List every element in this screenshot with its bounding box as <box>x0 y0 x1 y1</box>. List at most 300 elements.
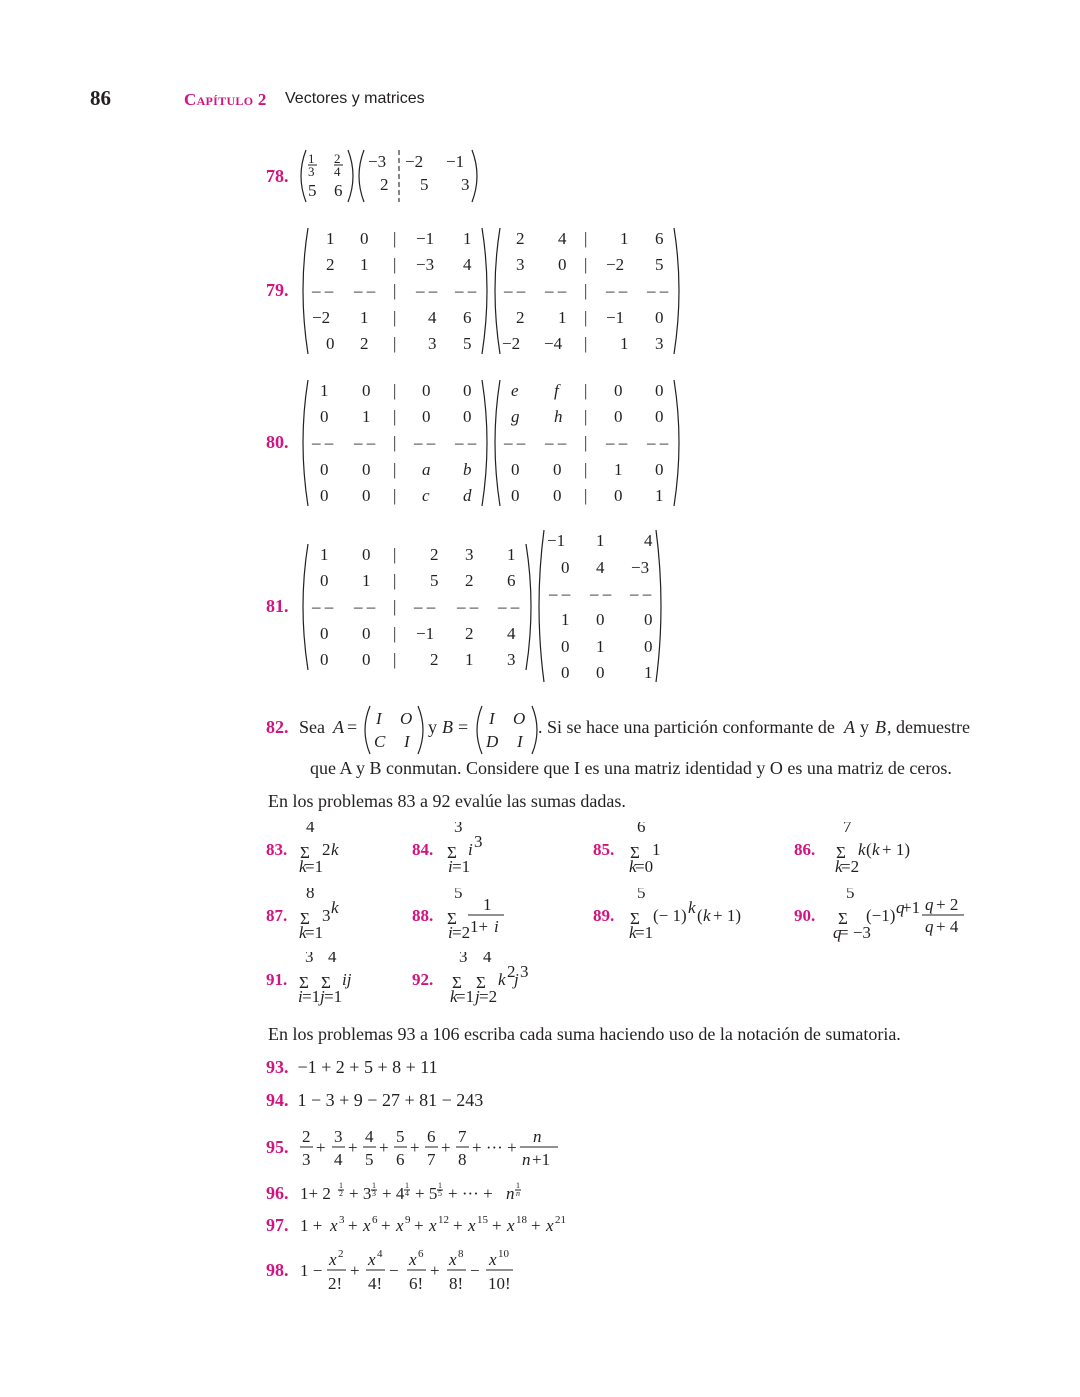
svg-text:6: 6 <box>372 1214 378 1226</box>
svg-text:+: + <box>348 1138 358 1157</box>
problem-82-after: . Si se hace una partición conformante de <box>538 717 835 737</box>
svg-text:0: 0 <box>655 308 664 327</box>
svg-text:8: 8 <box>306 888 315 902</box>
problem-89-number: 89. <box>593 906 615 925</box>
svg-text:8!: 8! <box>449 1274 464 1293</box>
svg-text:1: 1 <box>561 610 570 629</box>
svg-text:1: 1 <box>360 255 369 274</box>
svg-text:1: 1 <box>516 1181 520 1190</box>
problem-82-matrices <box>0 700 1080 760</box>
svg-text:2: 2 <box>360 334 369 353</box>
svg-text:8: 8 <box>458 1150 467 1169</box>
svg-text:C: C <box>374 732 386 751</box>
svg-text:1 −: 1 − <box>300 1261 323 1280</box>
svg-text:|: | <box>393 334 397 353</box>
svg-text:– –: – – <box>312 597 334 616</box>
problem-91-number: 91. <box>266 970 288 989</box>
svg-text:4: 4 <box>463 255 472 274</box>
svg-text:0: 0 <box>320 486 329 505</box>
svg-text:−: − <box>470 1261 480 1280</box>
svg-text:12: 12 <box>438 1214 449 1226</box>
svg-text:(: ( <box>697 906 703 925</box>
svg-text:|: | <box>584 460 588 479</box>
svg-text:Σ: Σ <box>630 909 640 928</box>
svg-text:=1: =1 <box>302 987 321 1006</box>
svg-text:+1: +1 <box>532 1150 551 1169</box>
svg-text:0: 0 <box>614 407 623 426</box>
problem-78 <box>0 140 1080 210</box>
svg-text:k: k <box>299 923 307 942</box>
problem-94 <box>266 1090 483 1111</box>
svg-text:−2: −2 <box>312 308 331 327</box>
svg-text:6: 6 <box>637 822 646 836</box>
svg-text:x: x <box>429 1216 437 1235</box>
svg-text:q: q <box>925 895 934 914</box>
svg-text:– –: – – <box>312 281 334 300</box>
svg-text:0: 0 <box>644 610 653 629</box>
svg-text:6: 6 <box>427 1127 436 1146</box>
svg-text:2: 2 <box>380 175 389 194</box>
svg-text:1: 1 <box>620 334 629 353</box>
sums-row-91-92 <box>0 952 1080 1010</box>
svg-text:Σ: Σ <box>838 909 848 928</box>
svg-text:2: 2 <box>302 1127 311 1146</box>
sums-row-83-86 <box>0 822 1080 882</box>
svg-text:4: 4 <box>644 531 653 550</box>
svg-text:−4: −4 <box>544 334 563 353</box>
svg-text:0: 0 <box>463 381 472 400</box>
svg-text:6: 6 <box>507 571 516 590</box>
intro-93-106: En los problemas 93 a 106 escriba cada suma haciendo uso de la notación de sumatoria. <box>268 1024 901 1044</box>
problem-79 <box>0 222 1080 362</box>
svg-text:3: 3 <box>465 545 474 564</box>
svg-text:0: 0 <box>463 407 472 426</box>
problem-95-number: 95. <box>266 1137 289 1157</box>
svg-text:7: 7 <box>843 822 852 836</box>
svg-text:|: | <box>584 486 588 505</box>
svg-text:1: 1 <box>372 1181 376 1190</box>
svg-text:1: 1 <box>326 229 335 248</box>
svg-text:2!: 2! <box>328 1274 343 1293</box>
svg-text:−1: −1 <box>416 624 435 643</box>
svg-text:1: 1 <box>308 151 315 166</box>
svg-text:x: x <box>489 1250 497 1269</box>
svg-text:3: 3 <box>305 952 314 966</box>
svg-text:+ 3: + 3 <box>349 1184 372 1203</box>
svg-text:0: 0 <box>655 381 664 400</box>
svg-text:ij: ij <box>342 970 352 989</box>
svg-text:3: 3 <box>334 1127 343 1146</box>
problem-93 <box>266 1057 438 1078</box>
svg-text:– –: – – <box>545 281 567 300</box>
problem-88-number: 88. <box>412 906 434 925</box>
svg-text:n: n <box>506 1184 515 1203</box>
svg-text:3: 3 <box>372 1189 376 1198</box>
page-number: 86 <box>90 86 111 110</box>
svg-text:– –: – – <box>414 597 436 616</box>
svg-text:5: 5 <box>637 888 646 902</box>
svg-text:A: A <box>333 717 344 737</box>
problem-82-y2: y <box>860 717 869 737</box>
svg-text:0: 0 <box>553 460 562 479</box>
svg-text:6: 6 <box>334 181 343 200</box>
svg-text:6!: 6! <box>409 1274 424 1293</box>
svg-text:1: 1 <box>644 663 653 682</box>
svg-text:0: 0 <box>561 663 570 682</box>
svg-text:x: x <box>546 1216 554 1235</box>
svg-text:k: k <box>688 898 696 917</box>
svg-text:=1: =1 <box>305 923 324 942</box>
svg-text:k: k <box>331 840 339 859</box>
svg-text:|: | <box>584 334 588 353</box>
svg-text:7: 7 <box>427 1150 436 1169</box>
svg-text:+: + <box>414 1216 424 1235</box>
svg-text:0: 0 <box>644 637 653 656</box>
svg-text:+: + <box>441 1138 451 1157</box>
svg-text:– –: – – <box>590 584 612 603</box>
problem-82-line2: que A y B conmutan. Considere que I es una matriz identidad y O es una matriz de ceros. <box>310 758 952 778</box>
svg-text:1: 1 <box>360 308 369 327</box>
svg-text:i: i <box>494 917 499 936</box>
svg-text:– –: – – <box>498 597 520 616</box>
svg-text:3: 3 <box>454 822 463 836</box>
problem-98 <box>0 1244 1080 1300</box>
sums-row-87-90 <box>0 888 1080 948</box>
svg-text:Σ: Σ <box>452 973 462 992</box>
svg-text:x: x <box>329 1250 337 1269</box>
svg-text:k: k <box>331 898 339 917</box>
problem-81 <box>0 524 1080 692</box>
svg-text:h: h <box>554 407 563 426</box>
svg-text:k: k <box>703 906 711 925</box>
svg-text:=: = <box>347 717 358 737</box>
svg-text:=2: =2 <box>479 987 498 1006</box>
svg-text:– –: – – <box>549 584 571 603</box>
svg-text:– –: – – <box>354 597 376 616</box>
problem-85-number: 85. <box>593 840 615 859</box>
svg-text:1: 1 <box>320 381 329 400</box>
svg-text:q: q <box>833 923 842 942</box>
svg-text:1: 1 <box>463 229 472 248</box>
svg-text:i: i <box>298 987 303 1006</box>
svg-text:2: 2 <box>430 650 439 669</box>
svg-text:4!: 4! <box>368 1274 383 1293</box>
svg-text:– –: – – <box>545 433 567 452</box>
svg-text:|: | <box>393 545 397 564</box>
svg-text:Σ: Σ <box>476 973 486 992</box>
svg-text:n: n <box>522 1150 531 1169</box>
svg-text:– –: – – <box>630 584 652 603</box>
svg-text:O: O <box>400 709 413 728</box>
svg-text:8: 8 <box>458 1248 464 1260</box>
svg-text:5: 5 <box>396 1127 405 1146</box>
svg-text:0: 0 <box>553 486 562 505</box>
svg-text:0: 0 <box>655 460 664 479</box>
svg-text:Σ: Σ <box>299 973 309 992</box>
svg-text:1: 1 <box>507 545 516 564</box>
svg-text:1: 1 <box>596 531 605 550</box>
svg-text:|: | <box>584 433 588 452</box>
svg-text:x: x <box>363 1216 371 1235</box>
problem-93-number: 93. <box>266 1057 289 1077</box>
svg-text:1: 1 <box>483 895 492 914</box>
svg-text:3: 3 <box>520 962 529 981</box>
svg-text:5: 5 <box>463 334 472 353</box>
svg-text:|: | <box>393 597 397 616</box>
svg-text:x: x <box>409 1250 417 1269</box>
svg-text:1: 1 <box>596 637 605 656</box>
svg-text:=1: =1 <box>324 987 343 1006</box>
svg-text:b: b <box>463 460 472 479</box>
svg-text:|: | <box>393 381 397 400</box>
svg-text:1: 1 <box>465 650 474 669</box>
svg-text:I: I <box>376 709 382 728</box>
svg-text:n: n <box>516 1189 520 1198</box>
svg-text:|: | <box>584 407 588 426</box>
svg-text:−1: −1 <box>416 229 435 248</box>
svg-text:+: + <box>492 1216 502 1235</box>
svg-text:2: 2 <box>322 840 331 859</box>
svg-text:q: q <box>896 898 905 917</box>
svg-text:0: 0 <box>614 486 623 505</box>
svg-text:3: 3 <box>507 650 516 669</box>
svg-text:j: j <box>320 987 325 1006</box>
svg-text:0: 0 <box>362 381 371 400</box>
problem-78-number: 78. <box>266 166 289 186</box>
svg-text:B: B <box>442 717 453 737</box>
svg-text:|: | <box>393 650 397 669</box>
svg-text:k: k <box>498 970 506 989</box>
svg-text:4: 4 <box>558 229 567 248</box>
svg-text:−3: −3 <box>631 558 650 577</box>
problem-83-number: 83. <box>266 840 288 859</box>
svg-text:Σ: Σ <box>300 843 310 862</box>
problem-93-expr: −1 + 2 + 5 + 8 + 11 <box>297 1057 438 1077</box>
chapter-label: Capítulo 2 <box>184 90 267 109</box>
problem-94-expr: 1 − 3 + 9 − 27 + 81 − 243 <box>297 1090 484 1110</box>
svg-text:1: 1 <box>339 1181 343 1190</box>
svg-text:k: k <box>858 840 866 859</box>
svg-text:0: 0 <box>362 624 371 643</box>
problem-82-comma: , demuestre <box>887 717 970 737</box>
svg-text:– –: – – <box>504 281 526 300</box>
problem-80-number: 80. <box>266 432 289 452</box>
svg-text:4: 4 <box>334 1150 343 1169</box>
svg-text:– –: – – <box>457 597 479 616</box>
svg-text:21: 21 <box>555 1214 566 1226</box>
svg-text:2: 2 <box>507 962 516 981</box>
problem-82-b: B <box>875 717 886 737</box>
svg-text:6: 6 <box>655 229 664 248</box>
svg-text:+ 4: + 4 <box>936 917 959 936</box>
problem-98-number: 98. <box>266 1260 289 1280</box>
svg-text:– –: – – <box>414 433 436 452</box>
svg-text:3: 3 <box>339 1214 345 1226</box>
svg-text:6: 6 <box>396 1150 405 1169</box>
svg-text:3: 3 <box>516 255 525 274</box>
svg-text:−2: −2 <box>502 334 521 353</box>
svg-text:5: 5 <box>454 888 463 902</box>
svg-text:k: k <box>835 857 843 876</box>
svg-text:3: 3 <box>459 952 468 966</box>
svg-text:|: | <box>584 381 588 400</box>
svg-text:6: 6 <box>418 1248 424 1260</box>
svg-text:4: 4 <box>334 164 341 179</box>
svg-text:1: 1 <box>320 545 329 564</box>
svg-text:−1: −1 <box>446 152 465 171</box>
svg-text:1: 1 <box>362 407 371 426</box>
svg-text:1: 1 <box>655 486 664 505</box>
svg-text:0: 0 <box>362 460 371 479</box>
svg-text:d: d <box>463 486 472 505</box>
svg-text:0: 0 <box>422 381 431 400</box>
svg-text:= −3: = −3 <box>839 923 871 942</box>
svg-text:+ 4: + 4 <box>382 1184 405 1203</box>
svg-text:+ 2: + 2 <box>936 895 959 914</box>
problem-87-number: 87. <box>266 906 288 925</box>
svg-text:4: 4 <box>405 1189 409 1198</box>
svg-text:3: 3 <box>308 164 315 179</box>
svg-text:I: I <box>517 732 523 751</box>
svg-text:5: 5 <box>308 181 317 200</box>
svg-text:−: − <box>389 1261 399 1280</box>
svg-text:0: 0 <box>614 381 623 400</box>
svg-text:18: 18 <box>516 1214 527 1226</box>
problem-79-number: 79. <box>266 280 289 300</box>
svg-text:– –: – – <box>647 281 669 300</box>
svg-text:|: | <box>393 624 397 643</box>
svg-text:0: 0 <box>558 255 567 274</box>
svg-text:0: 0 <box>326 334 335 353</box>
problem-96-number: 96. <box>266 1183 289 1203</box>
problem-97 <box>0 1208 1080 1240</box>
svg-text:−1: −1 <box>547 531 566 550</box>
svg-text:4: 4 <box>306 822 315 836</box>
svg-text:1: 1 <box>438 1181 442 1190</box>
svg-text:1: 1 <box>362 571 371 590</box>
svg-text:−1: −1 <box>606 308 625 327</box>
intro-83-92: En los problemas 83 a 92 evalúe las sumas dadas. <box>268 791 626 811</box>
svg-text:x: x <box>368 1250 376 1269</box>
svg-text:– –: – – <box>416 281 438 300</box>
svg-text:i: i <box>468 840 473 859</box>
svg-text:0: 0 <box>360 229 369 248</box>
svg-text:0: 0 <box>320 624 329 643</box>
svg-text:0: 0 <box>362 650 371 669</box>
svg-text:+1: +1 <box>902 898 921 917</box>
svg-text:2: 2 <box>430 545 439 564</box>
svg-text:+: + <box>430 1261 440 1280</box>
problem-92-number: 92. <box>412 970 434 989</box>
svg-text:0: 0 <box>362 545 371 564</box>
svg-text:+ ··· +: + ··· + <box>448 1184 493 1203</box>
problem-82-a: A <box>844 717 855 737</box>
svg-text:=0: =0 <box>635 857 654 876</box>
svg-text:4: 4 <box>428 308 437 327</box>
svg-text:|: | <box>393 308 397 327</box>
svg-text:+: + <box>379 1138 389 1157</box>
svg-text:|: | <box>393 407 397 426</box>
svg-text:+: + <box>316 1138 326 1157</box>
svg-text:+ 5: + 5 <box>415 1184 438 1203</box>
svg-text:|: | <box>584 229 588 248</box>
svg-text:O: O <box>513 709 526 728</box>
svg-text:3: 3 <box>302 1150 311 1169</box>
svg-text:2: 2 <box>465 624 474 643</box>
svg-text:0: 0 <box>320 460 329 479</box>
svg-text:Σ: Σ <box>300 909 310 928</box>
svg-text:=1: =1 <box>305 857 324 876</box>
problem-82-sea: Sea <box>299 717 325 737</box>
svg-text:|: | <box>393 571 397 590</box>
svg-text:(: ( <box>866 840 872 859</box>
svg-text:Σ: Σ <box>630 843 640 862</box>
svg-text:4: 4 <box>365 1127 374 1146</box>
svg-text:0: 0 <box>320 407 329 426</box>
svg-text:0: 0 <box>511 460 520 479</box>
svg-text:5: 5 <box>438 1189 442 1198</box>
svg-text:+ 1): + 1) <box>882 840 910 859</box>
svg-text:x: x <box>330 1216 338 1235</box>
svg-text:3: 3 <box>322 906 331 925</box>
svg-text:=1: =1 <box>452 857 471 876</box>
svg-text:10!: 10! <box>488 1274 511 1293</box>
svg-text:x: x <box>396 1216 404 1235</box>
svg-text:– –: – – <box>354 433 376 452</box>
svg-text:−3: −3 <box>416 255 435 274</box>
svg-text:4: 4 <box>377 1248 383 1260</box>
svg-text:0: 0 <box>320 650 329 669</box>
svg-text:|: | <box>393 255 397 274</box>
problem-82-number: 82. <box>266 717 289 737</box>
svg-text:+: + <box>531 1216 541 1235</box>
svg-text:Σ: Σ <box>321 973 331 992</box>
svg-text:5: 5 <box>365 1150 374 1169</box>
svg-text:– –: – – <box>504 433 526 452</box>
svg-text:+: + <box>410 1138 420 1157</box>
svg-text:|: | <box>584 308 588 327</box>
svg-text:=2: =2 <box>452 923 471 942</box>
svg-text:0: 0 <box>362 486 371 505</box>
svg-text:=1: =1 <box>635 923 654 942</box>
svg-text:3: 3 <box>474 832 483 851</box>
svg-text:j: j <box>475 987 480 1006</box>
svg-text:|: | <box>393 486 397 505</box>
problem-82-y: y <box>428 717 437 737</box>
svg-text:=2: =2 <box>841 857 860 876</box>
svg-text:x: x <box>507 1216 515 1235</box>
svg-text:I: I <box>489 709 495 728</box>
svg-text:0: 0 <box>596 610 605 629</box>
svg-text:15: 15 <box>477 1214 488 1226</box>
svg-text:1: 1 <box>652 840 661 859</box>
svg-text:1: 1 <box>620 229 629 248</box>
svg-text:4: 4 <box>507 624 516 643</box>
svg-text:g: g <box>511 407 520 426</box>
svg-text:+ 1): + 1) <box>713 906 741 925</box>
svg-text:i: i <box>448 857 453 876</box>
svg-text:=: = <box>458 717 469 737</box>
svg-text:k: k <box>450 987 458 1006</box>
svg-text:– –: – – <box>354 281 376 300</box>
svg-text:1: 1 <box>405 1181 409 1190</box>
svg-text:c: c <box>422 486 430 505</box>
svg-text:2: 2 <box>465 571 474 590</box>
problem-84-number: 84. <box>412 840 434 859</box>
svg-text:a: a <box>422 460 431 479</box>
svg-text:j: j <box>514 970 519 989</box>
svg-text:I: I <box>404 732 410 751</box>
